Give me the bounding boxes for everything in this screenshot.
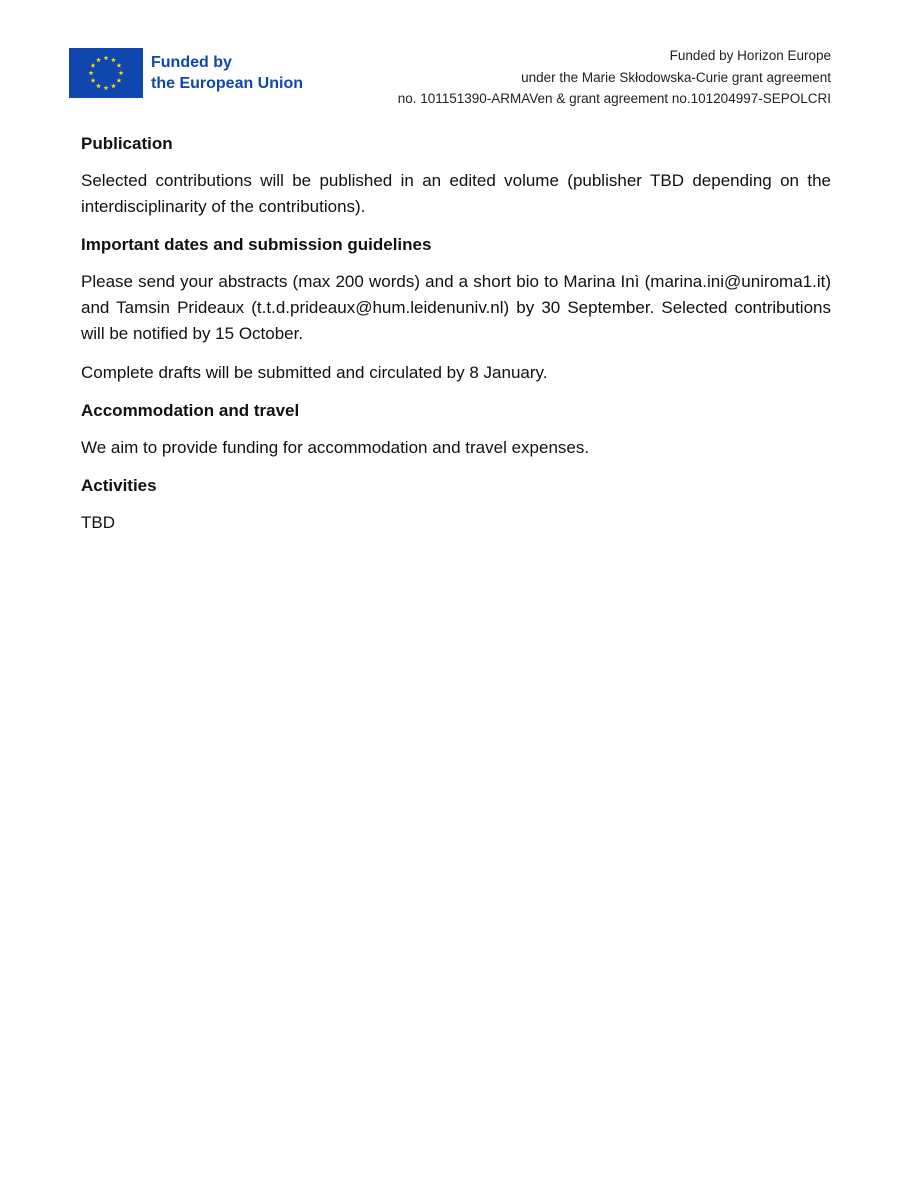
eu-logo-text xyxy=(151,52,303,94)
accommodation-paragraph: We aim to provide funding for accommodation and travel expenses. xyxy=(81,438,590,457)
dates-heading: Important dates and submission guidelines xyxy=(81,235,432,254)
accommodation-heading: Accommodation and travel xyxy=(81,401,300,420)
publication-paragraph: Selected contributions will be published in an edited volume (publisher TBD depending on the interdisciplinarity of the contributions). xyxy=(81,171,831,216)
funding-note-line: under the Marie Skłodowska-Curie grant agreement xyxy=(521,69,831,85)
eu-logo-line2: the European Union xyxy=(151,75,303,92)
activities-heading: Activities xyxy=(81,476,157,495)
activities-paragraph: TBD xyxy=(81,513,115,532)
document-body xyxy=(81,132,831,549)
funding-note-line: Funded by Horizon Europe xyxy=(669,48,831,63)
publication-heading: Publication xyxy=(81,134,173,153)
funding-note-line: no. 101151390-ARMAVen & grant agreement no.101204997-SEPOLCRI xyxy=(397,91,831,106)
eu-logo-line1: Funded by xyxy=(151,54,232,71)
page-header xyxy=(0,0,911,120)
funding-note xyxy=(398,45,831,110)
eu-funding-logo xyxy=(69,48,303,98)
eu-flag-icon xyxy=(69,48,143,98)
dates-paragraph: Please send your abstracts (max 200 words) and a short bio to Marina Inì (marina.ini@uniroma1.it) and Tamsin Prideaux (t.t.d.prideaux@hum.leidenuniv.nl) by 30 September. Selected contributions will be notified by 15 October. xyxy=(81,272,831,343)
drafts-paragraph: Complete drafts will be submitted and circulated by 8 January. xyxy=(81,363,548,382)
